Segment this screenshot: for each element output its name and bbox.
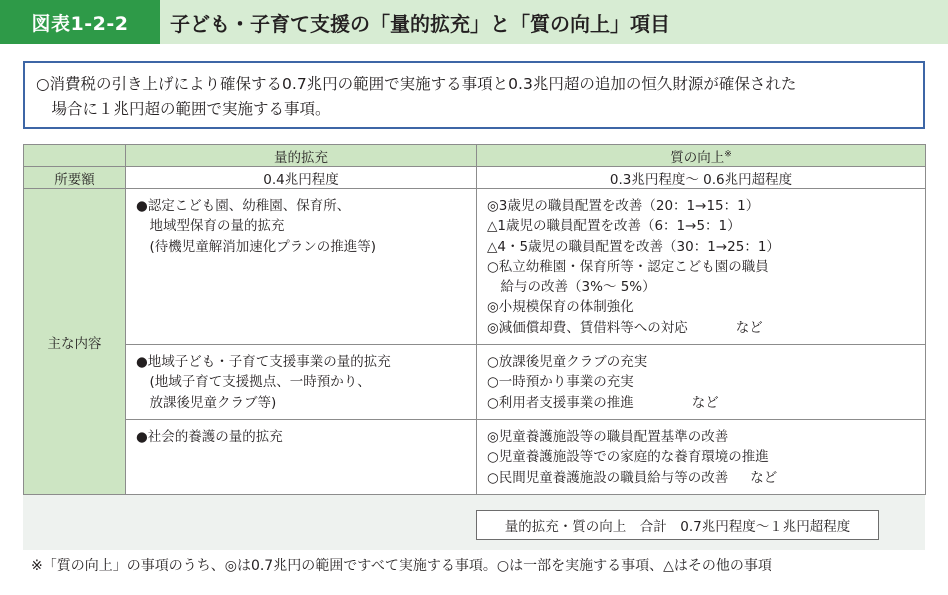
table-panel: [23, 144, 925, 550]
quality-item: ○児童養護施設等での家庭的な養育環境の推進: [487, 449, 769, 466]
footnote: ※「質の向上」の事項のうち、◎は0.7兆円の範囲ですべて実施する事項。○は一部を実施する事項、△はその他の事項: [31, 558, 772, 574]
quality-item: △1歳児の職員配置を改善（6：1→5：1）: [487, 218, 741, 235]
table-header-row: [24, 145, 926, 167]
content-row-2: [24, 345, 926, 420]
quality-item: ○民間児童養護施設の職員給与等の改善: [487, 469, 729, 486]
summary-note-line-2: 場合に１兆円超の範囲で実施する事項。: [36, 100, 331, 118]
quantity-item: (待機児童解消加速化プランの推進等): [136, 238, 377, 255]
quality-item: ◎児童養護施設等の職員配置基準の改善: [487, 429, 729, 446]
quality-header-mark: ※: [724, 149, 732, 159]
quantity-header: 量的拡充: [126, 145, 477, 167]
summary-note: [23, 61, 925, 129]
etc-label: など: [750, 469, 778, 486]
quantity-item: ●認定こども園、幼稚園、保育所、: [136, 198, 351, 214]
cost-label: 所要額: [24, 167, 126, 189]
cost-row: [24, 167, 926, 189]
quality-item: △4・5歳児の職員配置を改善（30：1→25：1）: [487, 238, 780, 255]
quality-item: ○一時預かり事業の充実: [487, 374, 634, 391]
quality-header-label: 質の向上: [670, 149, 725, 166]
quantity-item: 地域型保育の量的拡充: [136, 218, 285, 235]
quantity-item: ●地域子ども・子育て支援事業の量的拡充: [136, 354, 391, 371]
quantity-item: 放課後児童クラブ等): [136, 394, 277, 411]
quality-item: ○放課後児童クラブの充実: [487, 354, 648, 371]
content-row-1: [24, 189, 926, 345]
summary-note-line-1: ○消費税の引き上げにより確保する0.7兆円の範囲で実施する事項と0.3兆円超の追加の恒久財源が確保された: [36, 75, 797, 93]
quality-cell-1: [477, 189, 926, 345]
quantity-cell-2: [126, 345, 477, 420]
quality-header: [477, 145, 926, 167]
items-table: [23, 144, 926, 495]
quality-cell-2: [477, 345, 926, 420]
etc-label: など: [735, 319, 763, 336]
main-content-label: 主な内容: [24, 189, 126, 495]
quality-cell-3: [477, 420, 926, 495]
quality-item: ○私立幼稚園・保育所等・認定こども園の職員: [487, 258, 769, 275]
quantity-item: ●社会的養護の量的拡充: [136, 429, 283, 446]
etc-label: など: [691, 394, 719, 411]
quality-item: ◎小規模保育の体制強化: [487, 299, 634, 316]
figure-title: 子ども・子育て支援の「量的拡充」と「質の向上」項目: [170, 11, 670, 36]
cost-quality: 0.3兆円程度～ 0.6兆円超程度: [477, 167, 926, 189]
corner-cell: [24, 145, 126, 167]
quality-item: ◎3歳児の職員配置を改善（20：1→15：1）: [487, 198, 760, 214]
quantity-cell-3: [126, 420, 477, 495]
quantity-cell-1: [126, 189, 477, 345]
figure-header: [0, 0, 948, 44]
total-summary: 量的拡充・質の向上 合計 0.7兆円程度～１兆円超程度: [476, 510, 879, 540]
cost-quantity: 0.4兆円程度: [126, 167, 477, 189]
quality-item: ○利用者支援事業の推進: [487, 394, 634, 411]
quantity-item: (地域子育て支援拠点、一時預かり、: [136, 374, 371, 391]
content-row-3: [24, 420, 926, 495]
quality-item: ◎減価償却費、賃借料等への対応: [487, 319, 688, 336]
quality-item: 給与の改善（3%～ 5%）: [487, 279, 656, 296]
figure-label: 図表1-2-2: [0, 0, 160, 44]
